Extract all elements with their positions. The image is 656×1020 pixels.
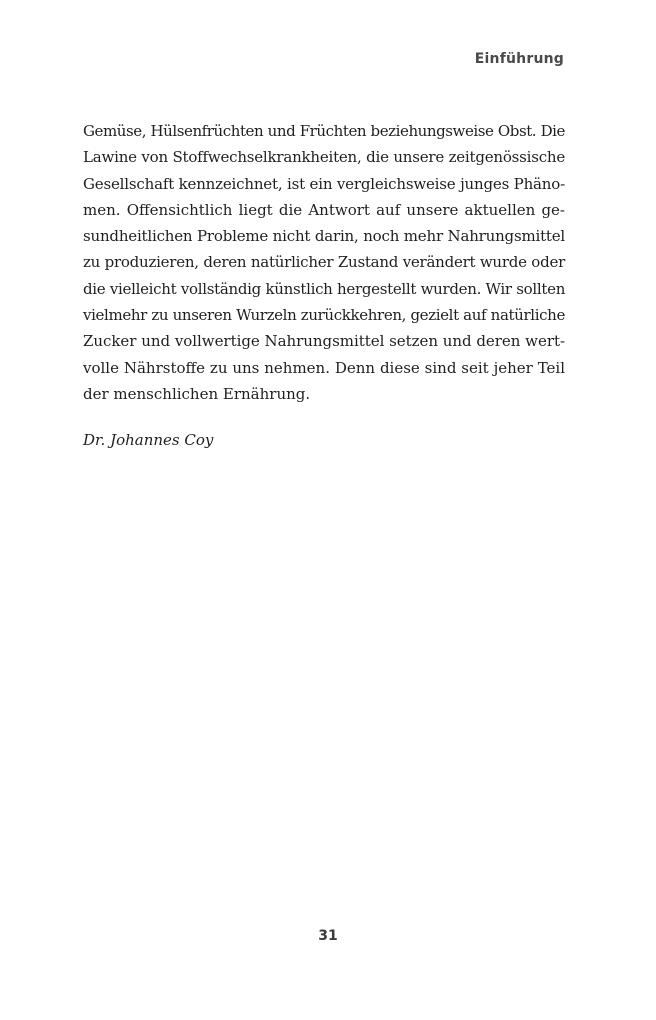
paragraph-line: Zucker und vollwertige Nahrungsmittel setzen und deren wert-	[83, 332, 565, 351]
paragraph-line: men. Offensichtlich liegt die Antwort auf unsere aktuellen ge-	[83, 200, 565, 219]
author-signature: Dr. Johannes Coy	[83, 431, 214, 449]
paragraph-line: sundheitlichen Probleme nicht darin, noch mehr Nahrungsmittel	[83, 227, 565, 246]
running-head: Einführung	[474, 51, 564, 67]
paragraph-line: die vielleicht vollständig künstlich hergestellt wurden. Wir sollten	[83, 279, 566, 298]
paragraph-line: der menschlichen Ernährung.	[83, 384, 311, 403]
paragraph-line: volle Nährstoffe zu uns nehmen. Denn diese sind seit jeher Teil	[83, 358, 565, 377]
paragraph-line: Gemüse, Hülsenfrüchten und Früchten beziehungsweise Obst. Die	[83, 122, 565, 140]
body-paragraph	[83, 118, 565, 407]
page-number: 31	[318, 928, 338, 944]
paragraph-line: Gesellschaft kennzeichnet, ist ein vergleichsweise junges Phäno-	[83, 174, 565, 193]
paragraph-line: Lawine von Stoffwechselkrankheiten, die unsere zeitgenössische	[83, 148, 565, 167]
paragraph-line: zu produzieren, deren natürlicher Zustand verändert wurde oder	[83, 253, 565, 272]
paragraph-line: vielmehr zu unseren Wurzeln zurückkehren, gezielt auf natürliche	[83, 306, 565, 325]
